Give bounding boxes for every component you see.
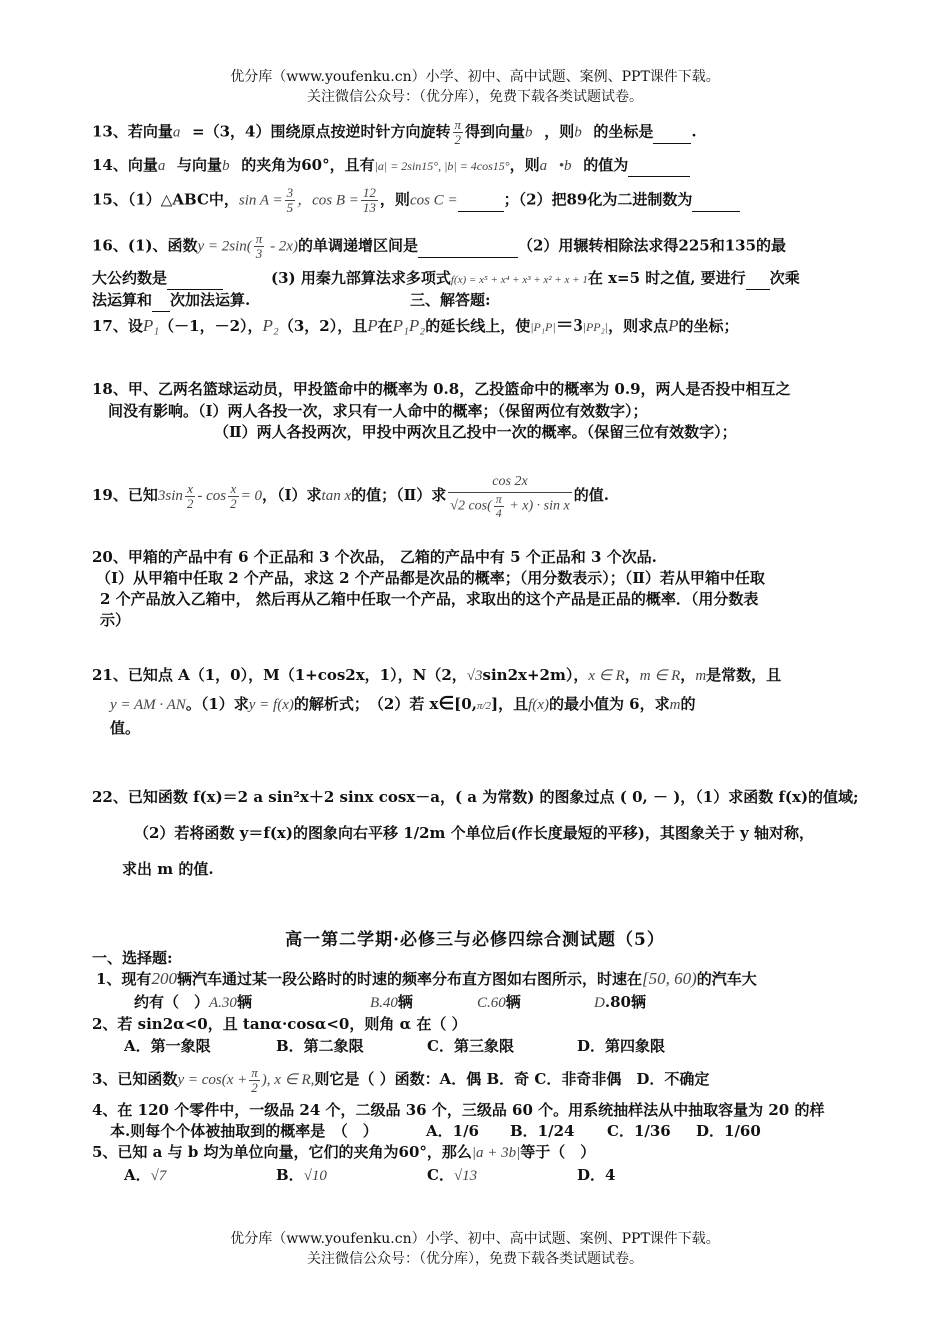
q16-text-b: 的单调递增区间是 (297, 236, 418, 255)
mc4-option-a: A．1/6 (426, 1122, 479, 1140)
q21-math-3: m (695, 668, 707, 684)
mc4-option-c: C．1/36 (607, 1122, 671, 1140)
q17-text-c: （3，2），且 (278, 317, 368, 335)
q17-text-e: 的延长线上，使 (425, 317, 531, 335)
q19-text-b: ，（Ⅰ）求 (262, 486, 322, 504)
vector-b-symbol: b⃗ (574, 124, 594, 141)
q13-text-e: 的坐标是 (593, 122, 654, 141)
mc3-text-b: 则它是（ ）函数：A．偶 B．奇 C．非奇非偶 D．不确定 (314, 1070, 710, 1088)
question-16 (92, 232, 872, 261)
mc5-c-value: √13 (453, 1168, 478, 1184)
mc5-d-value: 4 (605, 1166, 616, 1184)
q14-math: |a| = 2sin15°, |b| = 4cos15° (374, 159, 510, 173)
q16-math-1: y = 2sin( (197, 238, 252, 255)
answer-blank (653, 121, 691, 144)
mc2-option-a: A．第一象限 (124, 1037, 211, 1055)
mc3-math-1: y = cos(x + (177, 1072, 248, 1088)
q21-math-7: f(x) (528, 697, 549, 713)
q16-text-line3a: 法运算和 (92, 291, 153, 309)
q15-text-a: 15、（1）△ABC中， (92, 190, 239, 209)
question-16-line-2 (92, 267, 872, 291)
mc2-option-b: B．第二象限 (276, 1037, 364, 1055)
section-heading-answers: 三、解答题: (410, 291, 491, 309)
mc1-option-d-wrap (594, 991, 714, 1014)
mc1-paren: 约有（ ） (134, 993, 210, 1011)
mc1-option-d-value: .80 (604, 993, 631, 1011)
q15-text-b: ，则 (379, 190, 410, 209)
q21-text-h: [0, (454, 695, 477, 713)
mc4-option-d: D．1/60 (696, 1122, 761, 1140)
mc3-text-a: 3、已知函数 (92, 1070, 178, 1088)
element-of-symbol: ∈ (438, 693, 455, 713)
answer-blank (692, 189, 740, 212)
mc1-option-c: C.60 (477, 995, 506, 1011)
q16-text-c: （2）用辗转相除法求得225和135的最 (517, 236, 787, 255)
q14-text-c: 的夹角为60°，且有 (241, 156, 375, 174)
question-18-line-3: （Ⅱ）两人各投两次，甲投中两次且乙投中一次的概率。（保留三位有效数字）； (214, 423, 737, 441)
q14-text-e: 的值为 (583, 156, 629, 174)
choice-question-4-line-1: 4、在 120 个零件中，一级品 24 个，二级品 36 个，三级品 60 个。用系统抽样法从中抽取容量为 20 的样 (92, 1101, 825, 1119)
mc1-text-c: 的汽车大 (696, 970, 757, 988)
q19-text-d: 的值. (573, 486, 609, 504)
q14-text-a: 14、向量 (92, 156, 158, 174)
q21-text-g: 的解析式； （2）若 x (293, 695, 439, 713)
q21-text-i: ]，且 (491, 695, 529, 713)
q21-text-j: 的最小值为 6，求 (548, 695, 670, 713)
footer-line-2: 关注微信公众号：（优分库），免费下载各类试题试卷。 (307, 1251, 643, 1267)
segment-p1p2: P₁P₂ (392, 316, 426, 335)
mc5-c-label: C． (427, 1166, 454, 1184)
mc1-unit-d: 辆 (630, 993, 646, 1011)
mc5-option-a (124, 1164, 224, 1187)
answer-blank (628, 154, 690, 177)
q15-text-c: ；（2）把89化为二进制数为 (503, 190, 693, 209)
q17-text-a: 17、设 (92, 317, 143, 335)
answer-blank (152, 289, 170, 312)
q19-math-4: tan x (321, 488, 352, 504)
mc1-option-a: A.30 (209, 995, 237, 1011)
mc5-a-label: A． (124, 1166, 151, 1184)
header-line-2: 关注微信公众号：（优分库），免费下载各类试题试卷。 (307, 89, 643, 105)
vector-p1p: |P₁P| (530, 320, 556, 334)
mc5-a-value: √7 (150, 1168, 167, 1184)
page-title: 高一第二学期·必修三与必修四综合测试题（5） (285, 930, 665, 950)
q14-text-d: ，则 (509, 156, 540, 174)
q17-equals: ＝3 (555, 315, 583, 335)
mc1-math-2: [50, 60) (641, 969, 697, 988)
q21-math-4: y = AM · AN (110, 697, 186, 713)
q16-text-line2a: 大公约数是 (92, 269, 168, 287)
q14-text-b: 与向量 (177, 156, 223, 174)
q15-math-3: cos C = (409, 192, 458, 209)
header-line-1: 优分库（www.youfenku.cn）小学、初中、高中试题、案例、PPT课件下载。 (230, 69, 720, 85)
mc1-text-b: 辆汽车通过某一段公路时的时速的频率分布直方图如右图所示，时速在 (176, 970, 642, 988)
question-14 (92, 154, 872, 177)
section-heading-choice: 一、选择题: (92, 949, 173, 967)
mc2-option-c: C．第三象限 (427, 1037, 514, 1055)
vector-b-symbol: b⃗ (222, 158, 242, 174)
mc2-option-d: D．第四象限 (577, 1037, 666, 1055)
mc1-unit-c: 辆 (505, 993, 521, 1011)
question-19 (92, 472, 872, 520)
question-17 (92, 314, 872, 338)
point-p1: P₁ (142, 316, 160, 335)
vector-a-symbol: a⃗ (172, 124, 193, 141)
q19-fraction-2: $\frac{x}{2}$ (230, 480, 237, 511)
mc1-unit-a: 辆 (236, 993, 252, 1011)
q21-math-1: x ∈ R (588, 668, 625, 684)
question-20-line-2: （Ⅰ）从甲箱中任取 2 个产品，求这 2 个产品都是次品的概率；（用分数表示）；（Ⅱ）若从甲箱中任取 (96, 569, 765, 587)
sqrt-3: √3 (466, 668, 483, 684)
question-15 (92, 186, 872, 215)
q16-polynomial: f(x) = x⁵ + x⁴ + x³ + x² + x + 1 (450, 274, 588, 286)
q21-math-6: π/2 (476, 700, 492, 712)
q17-text-f: ，则求点 (608, 317, 669, 335)
mc1-option-c-wrap (477, 991, 597, 1014)
choice-question-2: 2、若 sin2α<0，且 tanα·cosα<0，则角 α 在（ ） (92, 1015, 467, 1033)
answer-blank (746, 267, 770, 290)
q16-text-line3b: 次加法运算. (170, 291, 251, 309)
q15-math-1: sin A = (238, 192, 283, 209)
question-21-line-2 (110, 692, 890, 717)
mc1-math-1: 200 (151, 969, 177, 988)
footer-line-1: 优分库（www.youfenku.cn）小学、初中、高中试题、案例、PPT课件下载。 (230, 1231, 720, 1247)
q15-fraction-2: $\frac{12}{13}$ (362, 185, 376, 215)
q13-text-b: =（3，4）围绕原点按逆时针方向旋转 (192, 122, 451, 141)
q13-fraction: $\frac{\pi}{2}$ (454, 117, 462, 147)
mc5-option-b (276, 1164, 376, 1187)
question-18-line-2: 间没有影响。（Ⅰ）两人各投一次，求只有一人命中的概率；（保留两位有效数字）； (108, 402, 648, 420)
question-22-line-2: （2）若将函数 y＝f(x)的图象向右平移 1/2m 个单位后(作长度最短的平移)，其图象关于 y 轴对称， (134, 824, 814, 842)
q16-text-line2c: 在 x=5 时之值, 要进行 (587, 269, 746, 287)
q21-text-a: 21、已知点 A（1，0），M（1+cos2x，1），N（2， (92, 666, 467, 684)
mc4-option-b: B．1/24 (510, 1122, 575, 1140)
vector-a-symbol: a⃗ (157, 158, 178, 174)
choice-question-1 (96, 968, 876, 990)
mc1-text-a: 1、现有 (96, 970, 152, 988)
q16-math-2: - 2x) (266, 238, 298, 255)
q15-fraction-1: $\frac{3}{5}$ (286, 185, 294, 215)
q16-text-a: 16、(1)、函数 (92, 236, 198, 255)
question-13 (92, 118, 872, 147)
mc5-b-label: B． (276, 1166, 304, 1184)
q21-text-e: 是常数，且 (706, 666, 782, 684)
point-p: P (668, 316, 679, 335)
mc4-text-a: 本.则每个个体被抽取到的概率是 （ ） (110, 1122, 378, 1140)
mc5-option-c (427, 1164, 527, 1187)
mc5-b-value: √10 (303, 1168, 327, 1184)
answer-blank (418, 235, 518, 258)
mc1-unit-b: 辆 (397, 993, 413, 1011)
answer-blank (167, 267, 223, 290)
q16-text-line2b: (3) 用秦九部算法求多项式 (271, 269, 451, 287)
question-21-line-3: 值。 (110, 719, 141, 737)
q16-fraction: $\frac{\pi}{3}$ (255, 231, 263, 261)
mc5-d-label: D． (577, 1166, 606, 1184)
q21-text-b: sin2x+2m）， (482, 666, 589, 684)
question-22-line-3: 求出 m 的值. (122, 860, 214, 878)
question-21-line-1 (92, 664, 872, 687)
mc3-fraction: $\frac{\pi}{2}$ (251, 1064, 258, 1095)
dot-product-symbol: a⃗•b⃗ (539, 158, 584, 174)
q19-text-c: 的值；（Ⅱ）求 (351, 486, 447, 504)
mc1-option-d: D (594, 995, 605, 1011)
q17-text-g: 的坐标； (678, 317, 739, 335)
q19-math-3: = 0 (240, 488, 263, 504)
question-20-line-1: 20、甲箱的产品中有 6 个正品和 3 个次品， 乙箱的产品中有 5 个正品和 3 个次品. (92, 548, 657, 566)
question-20-line-4: 示） (100, 611, 131, 629)
q21-math-2: m ∈ R (639, 668, 681, 684)
q19-math-2: - cos (197, 488, 227, 504)
q21-text-d: ， (680, 666, 696, 684)
question-18-line-1: 18、甲、乙两名篮球运动员，甲投篮命中的概率为 0.8，乙投篮命中的概率为 0.9，两人是否投中相互之 (92, 380, 791, 398)
mc5-text-a: 5、已知 a 与 b 均为单位向量，它们的夹角为60°，那么 (92, 1143, 472, 1161)
q13-end: . (691, 122, 697, 141)
vector-pp2: |PP₂| (582, 320, 609, 334)
q13-text-d: ，则 (544, 122, 575, 141)
q13-text-a: 13、若向量 (92, 122, 173, 141)
mc5-text-b: 等于（ ） (520, 1143, 596, 1161)
mc5-option-d (577, 1164, 677, 1186)
q16-text-line2d: 次乘 (769, 269, 800, 287)
q19-fraction-1: $\frac{x}{2}$ (186, 480, 194, 511)
choice-question-5 (92, 1141, 872, 1164)
q21-math-5: y = f(x) (248, 697, 294, 713)
mc1-option-b: B.40 (370, 995, 398, 1011)
q15-math-2: ，cos B = (297, 192, 359, 209)
vector-b-symbol: b⃗ (525, 124, 545, 141)
question-20-line-3: 2 个产品放入乙箱中， 然后再从乙箱中任取一个产品，求取出的这个产品是正品的概率．（用分数表 (100, 590, 759, 608)
q19-text-a: 19、已知 (92, 486, 158, 504)
q17-text-d: 在 (377, 317, 393, 335)
q19-big-fraction: cos 2x √2 cos( $\frac{\pi}{4}$ + x) · sin x (450, 474, 570, 520)
answer-blank (458, 189, 504, 212)
mc1-option-b-wrap (370, 991, 490, 1014)
question-22-line-1: 22、已知函数 f(x)＝2 a sin²x＋2 sinx cosx－a，( a 为常数) 的图象过点 ( 0, － )，（1）求函数 f(x)的值域; (92, 788, 859, 806)
q21-math-8: m (669, 697, 681, 713)
q21-text-c: ， (624, 666, 640, 684)
q17-text-b: （－1，－2）， (159, 317, 263, 335)
point-p2: P₂ (262, 316, 279, 335)
point-p: P (367, 316, 378, 335)
q21-text-f: 。（1）求 (185, 695, 249, 713)
mc5-math-1: |a + 3b| (471, 1145, 521, 1161)
q21-text-k: 的 (680, 695, 696, 713)
mc3-math-2: ), x ∈ R, (261, 1072, 315, 1088)
q19-math-1: 3sin (157, 488, 183, 504)
choice-question-3 (92, 1064, 872, 1095)
q13-text-c: 得到向量 (465, 122, 526, 141)
